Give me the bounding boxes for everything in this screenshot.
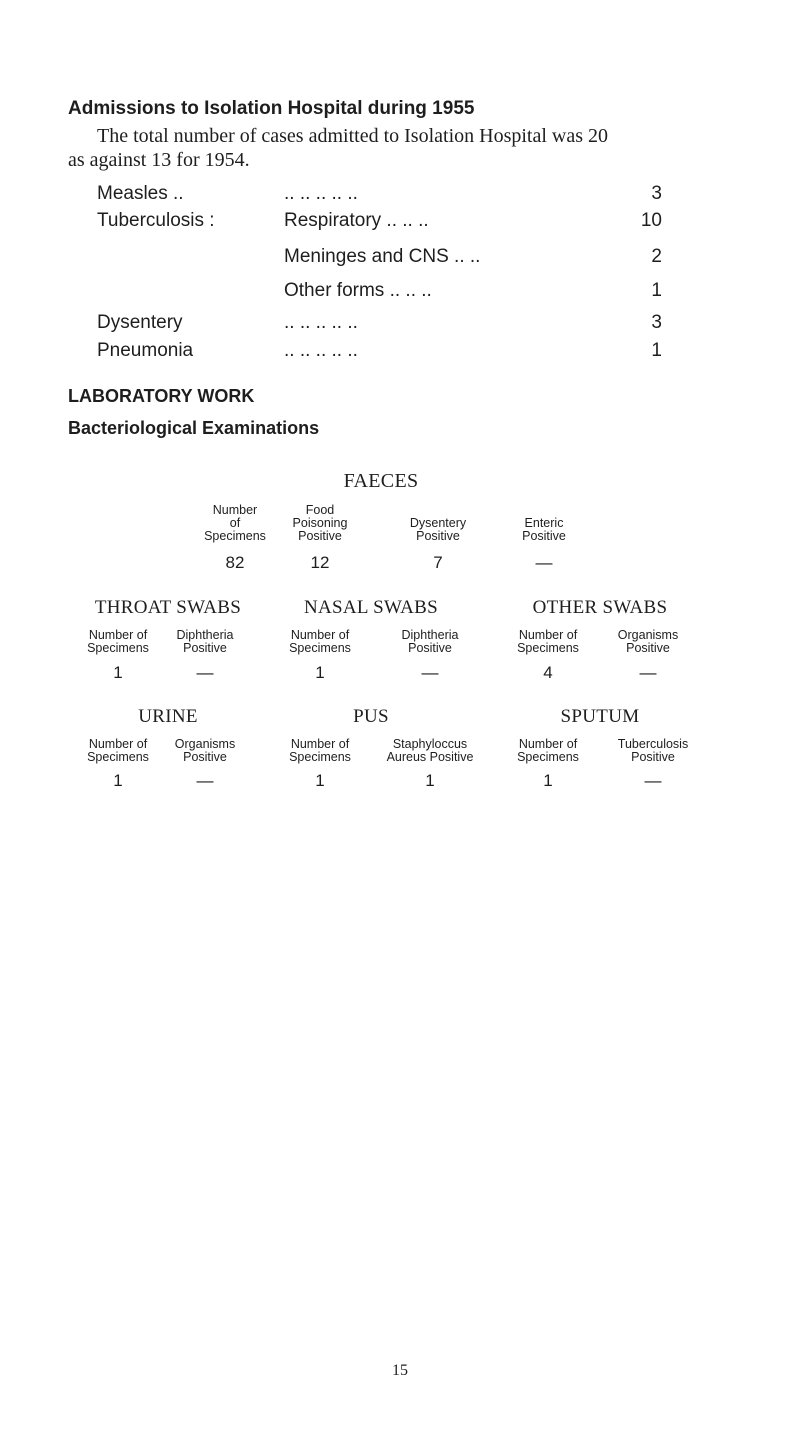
col-label: Number of xyxy=(88,737,148,751)
faeces-value: 82 xyxy=(225,553,245,572)
page-number: 15 xyxy=(392,1362,408,1379)
admission-count: 3 xyxy=(651,312,662,333)
throat-value: 1 xyxy=(113,663,123,682)
sputum-value: — xyxy=(644,771,662,790)
col-label: Positive xyxy=(416,529,460,543)
throat-swabs-title: THROAT SWABS xyxy=(94,597,242,618)
faeces-value: 7 xyxy=(433,553,443,572)
page-heading: Admissions to Isolation Hospital during 1955 xyxy=(68,98,475,119)
col-label: of xyxy=(229,516,241,530)
col-label: Dysentery xyxy=(409,516,467,530)
admission-disease: Measles .. xyxy=(97,183,184,204)
col-label: Number of xyxy=(518,737,578,751)
other-col-organisms xyxy=(598,629,698,655)
col-label: Diphtheria xyxy=(176,628,234,642)
col-label: Diphtheria xyxy=(401,628,459,642)
pus-col-specimens xyxy=(270,738,370,764)
admission-count: 1 xyxy=(651,280,662,301)
admission-subtype: Other forms .. .. .. xyxy=(284,280,432,301)
col-label: Positive xyxy=(183,750,227,764)
col-label: Tuberculosis xyxy=(617,737,689,751)
pus-value: 1 xyxy=(425,771,435,790)
col-label: Number of xyxy=(518,628,578,642)
faeces-value: 12 xyxy=(310,553,330,572)
col-label: Staphyloccus xyxy=(392,737,468,751)
faeces-col-food xyxy=(260,504,380,543)
throat-col-specimens xyxy=(68,629,168,655)
col-label: Specimens xyxy=(87,641,149,655)
faeces-col-dysentery xyxy=(378,504,498,543)
sputum-title: SPUTUM xyxy=(560,706,640,727)
throat-col-diphtheria xyxy=(155,629,255,655)
admission-disease: Tuberculosis : xyxy=(97,210,215,231)
admission-count: 2 xyxy=(651,246,662,267)
other-value: 4 xyxy=(543,663,553,682)
col-label: Positive xyxy=(626,641,670,655)
col-label: Positive xyxy=(631,750,675,764)
admission-leader: .. .. .. .. .. xyxy=(284,312,358,333)
intro-line-2: as against 13 for 1954. xyxy=(68,149,250,171)
other-col-specimens xyxy=(498,629,598,655)
col-label: Food xyxy=(305,503,335,517)
col-label: Number of xyxy=(88,628,148,642)
faeces-col-enteric xyxy=(484,504,604,543)
throat-value: — xyxy=(196,663,214,682)
other-value: — xyxy=(639,663,657,682)
lab-heading: LABORATORY WORK xyxy=(68,386,255,406)
nasal-col-specimens xyxy=(270,629,370,655)
sputum-value: 1 xyxy=(543,771,553,790)
nasal-col-diphtheria xyxy=(375,629,485,655)
col-label: Specimens xyxy=(517,641,579,655)
admission-disease: Pneumonia xyxy=(97,340,194,361)
col-label: Specimens xyxy=(289,750,351,764)
urine-value: — xyxy=(196,771,214,790)
col-label: Number of xyxy=(290,737,350,751)
col-label: Positive xyxy=(522,529,566,543)
col-label: Specimens xyxy=(517,750,579,764)
admission-count: 1 xyxy=(651,340,662,361)
urine-col-organisms xyxy=(155,738,255,764)
faeces-value: — xyxy=(535,553,553,572)
col-label: Positive xyxy=(408,641,452,655)
pus-title: PUS xyxy=(353,706,389,727)
other-swabs-title: OTHER SWABS xyxy=(532,597,668,618)
urine-value: 1 xyxy=(113,771,123,790)
intro-line-1: The total number of cases admitted to Isolation Hospital was 20 xyxy=(97,125,608,147)
col-label: Aureus Positive xyxy=(386,750,474,764)
pus-value: 1 xyxy=(315,771,325,790)
col-label: Specimens xyxy=(289,641,351,655)
nasal-value: — xyxy=(421,663,439,682)
nasal-swabs-title: NASAL SWABS xyxy=(303,597,439,618)
sputum-col-tb xyxy=(598,738,708,764)
admission-subtype: Respiratory .. .. .. xyxy=(284,210,429,231)
nasal-value: 1 xyxy=(315,663,325,682)
bact-heading: Bacteriological Examinations xyxy=(68,418,320,438)
urine-title: URINE xyxy=(138,706,198,727)
col-label: Organisms xyxy=(617,628,679,642)
col-label: Poisoning xyxy=(292,516,348,530)
admission-count: 3 xyxy=(651,183,662,204)
admission-leader: .. .. .. .. .. xyxy=(284,340,358,361)
col-label: Positive xyxy=(298,529,342,543)
col-label: Positive xyxy=(183,641,227,655)
urine-col-specimens xyxy=(68,738,168,764)
col-label: Number xyxy=(212,503,258,517)
col-label: Number of xyxy=(290,628,350,642)
pus-col-staph xyxy=(370,738,490,764)
admission-disease: Dysentery xyxy=(97,312,183,333)
col-label: Specimens xyxy=(204,529,266,543)
admission-leader: .. .. .. .. .. xyxy=(284,183,358,204)
col-label: Specimens xyxy=(87,750,149,764)
sputum-col-specimens xyxy=(498,738,598,764)
col-label: Enteric xyxy=(524,516,564,530)
col-label: Organisms xyxy=(174,737,236,751)
admission-count: 10 xyxy=(640,210,662,231)
faeces-title: FAECES xyxy=(343,470,419,492)
admission-subtype: Meninges and CNS .. .. xyxy=(284,246,481,267)
